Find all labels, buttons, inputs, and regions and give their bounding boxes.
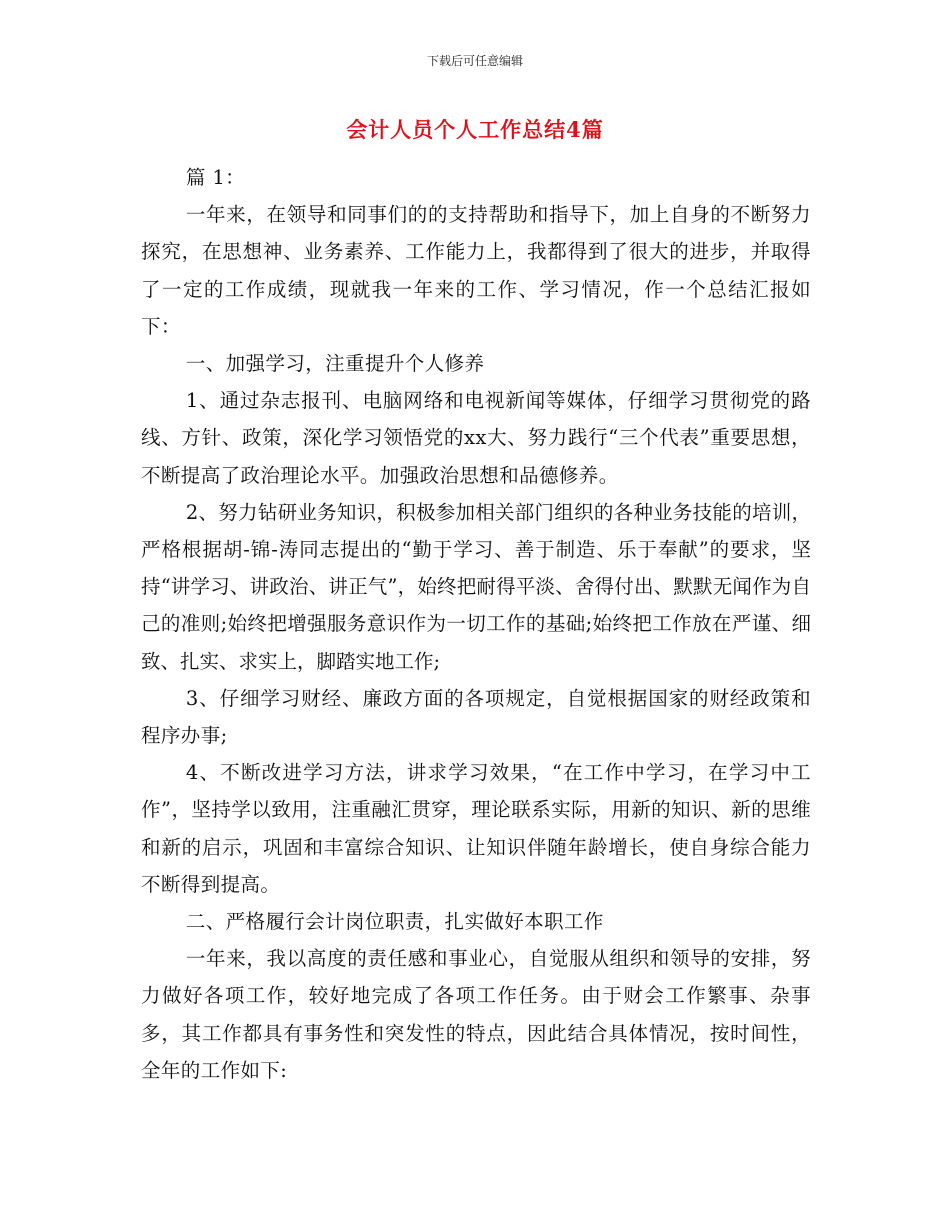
body-paragraph: 4、不断改进学习方法，讲求学习效果，“在工作中学习，在学习中工作”，坚持学以致用，注重融汇贯穿，理论联系实际，用新的知识、新的思维和新的启示，巩固和丰富综合知识、让知识伴随年龄增长，使自身综合能力不断得到提高。: [141, 761, 811, 896]
section-heading: 二、严格履行会计岗位职责，扎实做好本职工作: [185, 910, 604, 934]
header-note: 下载后可任意编辑: [426, 54, 523, 68]
body-paragraph: 一年来，在领导和同事们的的支持帮助和指导下，加上自身的不断努力探究，在思想神、业务素养、工作能力上，我都得到了很大的进步，并取得了一定的工作成绩，现就我一年来的工作、学习情况，作一个总结汇报如下：: [141, 203, 811, 338]
body-paragraph: 一年来，我以高度的责任感和事业心，自觉服从组织和领导的安排，努力做好各项工作，较好地完成了各项工作任务。由于财会工作繁事、杂事多，其工作都具有事务性和突发性的特点，因此结合具体情况，按时间性，全年的工作如下:: [141, 947, 811, 1082]
body-paragraph: 2、努力钻研业务知识，积极参加相关部门组织的各种业务技能的培训，严格根据胡-锦-涛同志提出的“勤于学习、善于制造、乐于奉献”的要求，坚持“讲学习、讲政治、讲正气”，始终把耐得平淡、舍得付出、默默无闻作为自己的准则;始终把增强服务意识作为一切工作的基础;始终把工作放在严谨、细致、扎实、求实上，脚踏实地工作;: [141, 500, 811, 673]
section-heading: 一、加强学习，注重提升个人修养: [185, 352, 485, 376]
section-label: 篇 1：: [185, 166, 246, 189]
document-body: [141, 159, 811, 1089]
document-title: 会计人员个人工作总结4篇: [346, 117, 604, 142]
body-paragraph: 3、仔细学习财经、廉政方面的各项规定，自觉根据国家的财经政策和程序办事;: [141, 686, 811, 748]
body-paragraph: 1、通过杂志报刊、电脑网络和电视新闻等媒体，仔细学习贯彻党的路线、方针、政策，深化学习领悟党的xx大、努力践行“三个代表”重要思想，不断提高了政治理论水平。加强政治思想和品德修养。: [141, 389, 811, 487]
